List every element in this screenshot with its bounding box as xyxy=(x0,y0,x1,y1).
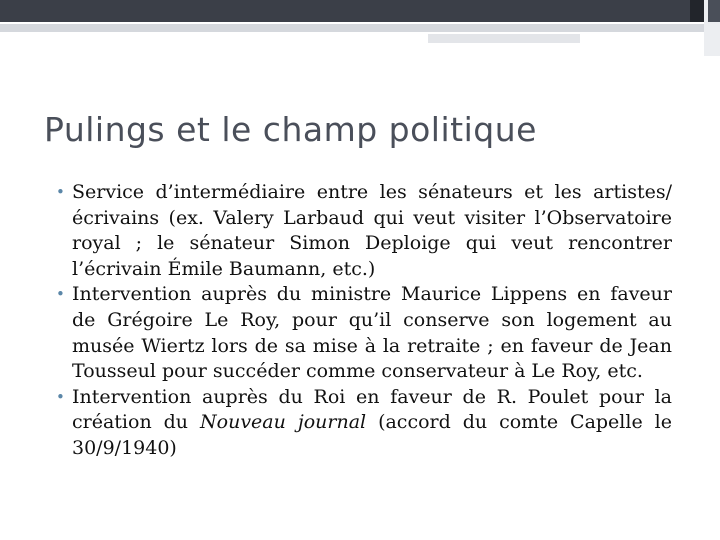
bullet-list xyxy=(56,180,672,462)
slide-right-rail-dark xyxy=(708,0,720,22)
bullet-item-3 xyxy=(56,385,672,462)
bullet-text-1-part-1: Service d’intermédiaire entre les sénateurs et les artistes/écrivains (ex. Valery Larbaud qui veut visiter l’Observatoire royal ; le sénateur Simon Deploige qui veut rencontrer l’écrivain Émile Baumann, etc.) xyxy=(72,181,672,280)
slide-title: Pulings et le champ politique xyxy=(44,110,537,149)
bullet-text-2-part-1: Intervention auprès du ministre Maurice Lippens en faveur de Grégoire Le Roy, pour qu’il conserve son logement au musée Wiertz lors de sa mise à la retraite ; en faveur de Jean Tousseul pour succéder comme conservateur à Le Roy, etc. xyxy=(72,283,672,383)
bullet-text-1 xyxy=(72,181,672,280)
bullet-item-2 xyxy=(56,282,672,384)
bullet-text-3-part-3: (accord du comte Capelle le 30/9/1940) xyxy=(72,411,672,459)
bullet-marker-icon: • xyxy=(56,183,65,201)
bullet-marker-icon: • xyxy=(56,387,65,406)
bullet-text-2 xyxy=(72,283,672,382)
slide-top-bar xyxy=(0,0,720,22)
bullet-text-3-part-1: Intervention auprès du Roi en faveur de R. Poulet pour la création du xyxy=(72,385,672,434)
bullet-item-1 xyxy=(56,180,672,282)
bullet-text-3-italic-title: Nouveau journal xyxy=(200,411,367,434)
bullet-marker-icon: • xyxy=(56,285,65,304)
slide-header-rule xyxy=(0,24,720,32)
bullet-text-3 xyxy=(72,386,672,459)
slide-header-rule-accent xyxy=(428,34,580,43)
